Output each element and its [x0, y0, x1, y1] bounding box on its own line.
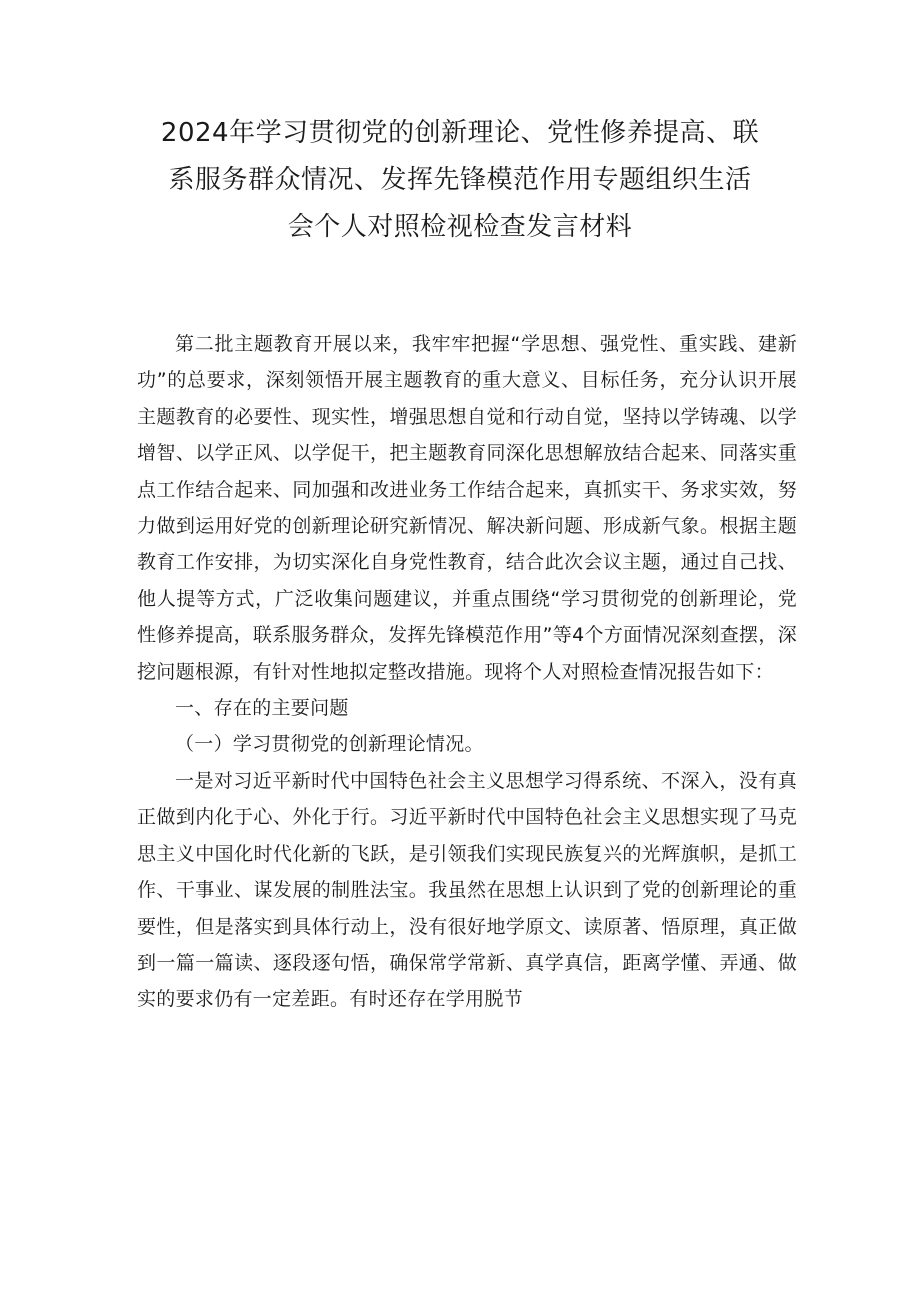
title-line-3: 会个人对照检视检查发言材料 — [287, 212, 633, 242]
intro-paragraph: 第二批主题教育开展以来，我牢牢把握“学思想、强党性、重实践、建新功”的总要求，深刻领悟开展主题教育的重大意义、目标任务，充分认识开展主题教育的必要性、现实性，增强思想自觉和行动自觉，坚持以学铸魂、以学增智、以学正风、以学促干，把主题教育同深化思想解放结合起来、同落实重点工作结合起来、同加强和改进业务工作结合起来，真抓实干、务求实效，努力做到运用好党的创新理论研究新情况、解决新问题、形成新气象。根据主题教育工作安排，为切实深化自身党性教育，结合此次会议主题，通过自己找、他人提等方式，广泛收集问题建议，并重点围绕“学习贯彻党的创新理论，党性修养提高，联系服务群众，发挥先锋模范作用”等4个方面情况深刻查摆，深挖问题根源，有针对性地拟定整改措施。现将个人对照检查情况报告如下： — [137, 333, 797, 683]
title-line-1: 2024年学习贯彻党的创新理论、党性修养提高、联 — [160, 118, 760, 148]
document-body — [137, 326, 797, 1018]
title-line-2: 系服务群众情况、发挥先锋模范作用专题组织生活 — [168, 165, 752, 195]
document-title — [100, 110, 820, 251]
section-heading: 一、存在的主要问题 — [175, 697, 349, 720]
point-paragraph: 一是对习近平新时代中国特色社会主义思想学习得系统、不深入，没有真正做到内化于心、外化于行。习近平新时代中国特色社会主义思想实现了马克思主义中国化时代化新的飞跃，是引领我们实现民族复兴的光辉旗帜，是抓工作、干事业、谋发展的制胜法宝。我虽然在思想上认识到了党的创新理论的重要性，但是落实到具体行动上，没有很好地学原文、读原著、悟原理，真正做到一篇一篇读、逐段逐句悟，确保常学常新、真学真信，距离学懂、弄通、做实的要求仍有一定差距。有时还存在学用脱节 — [137, 769, 797, 1011]
subsection-heading: （一）学习贯彻党的创新理论情况。 — [175, 733, 484, 756]
